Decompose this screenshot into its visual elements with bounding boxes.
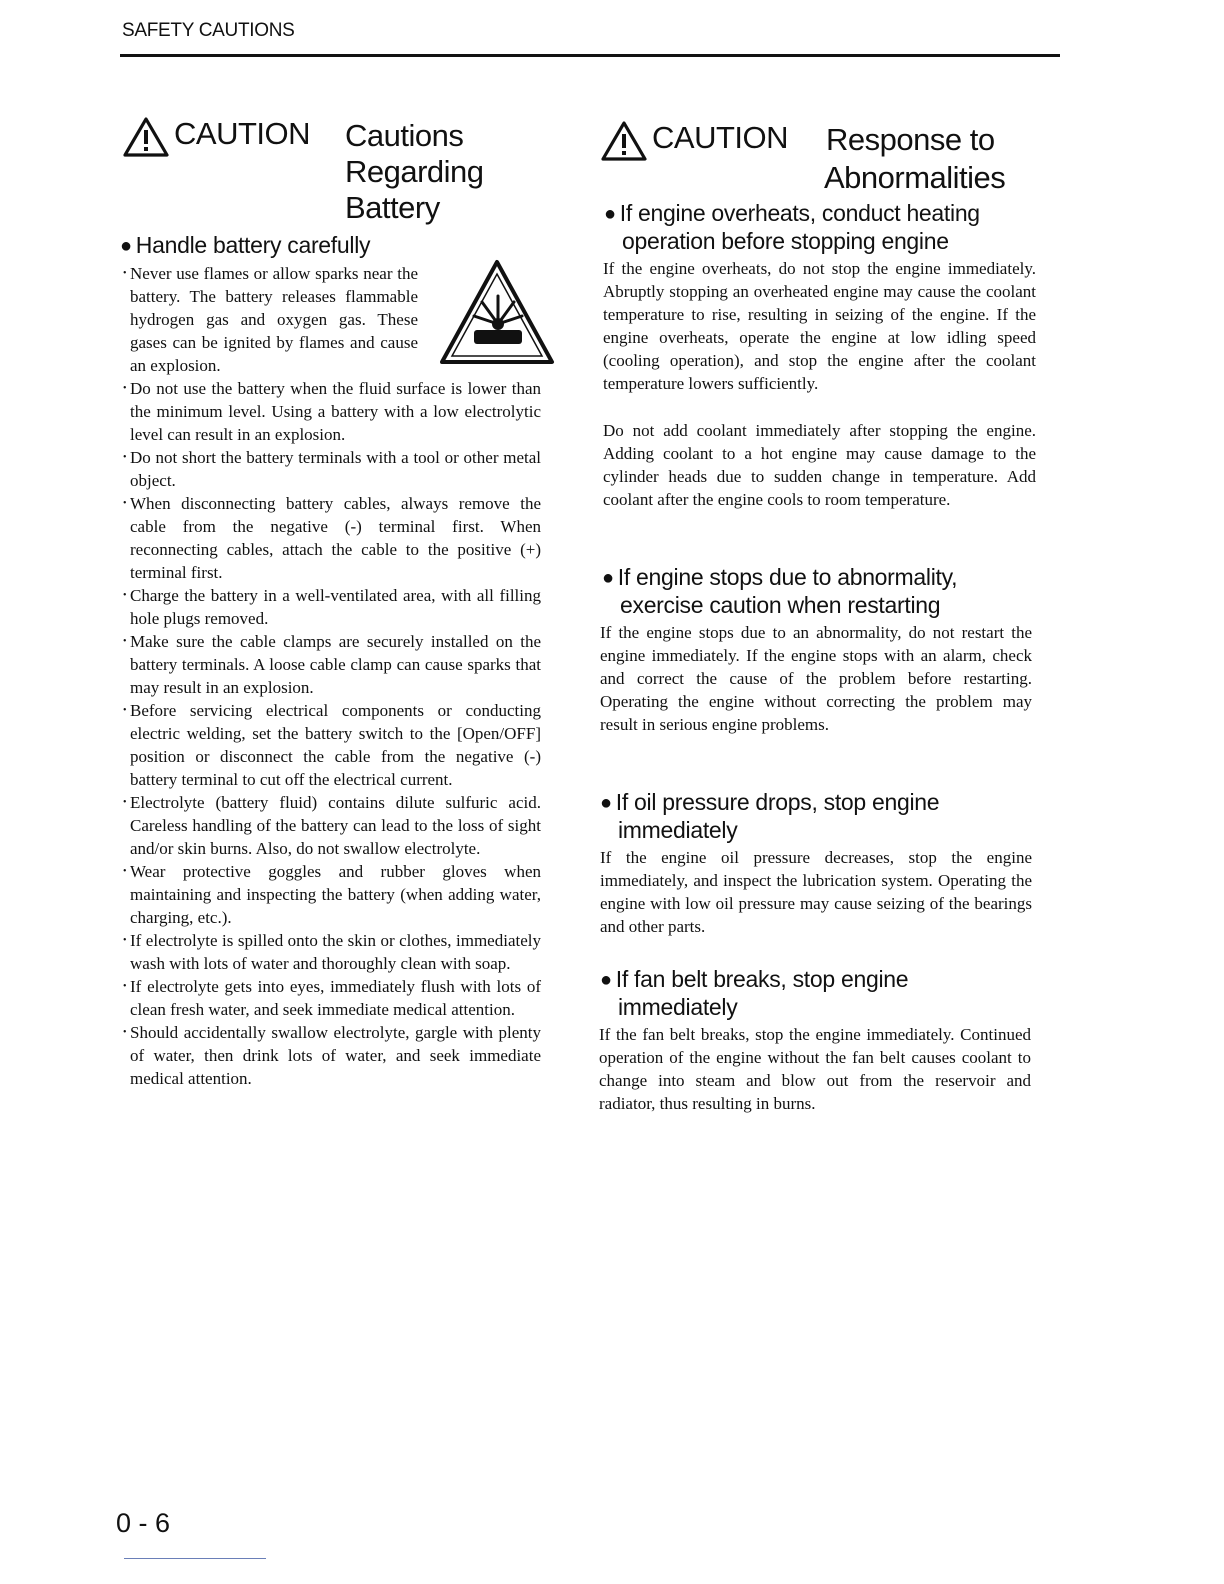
bullet-icon: ●: [602, 567, 614, 589]
warning-triangle-icon: [122, 116, 170, 158]
left-caution-label: [122, 116, 310, 158]
right-caution-word: CAUTION: [652, 120, 788, 155]
page-number: 0 - 6: [116, 1508, 171, 1538]
bullet-icon: ●: [604, 203, 616, 225]
list-item: • If electrolyte gets into eyes, immediately flush with lots of clean fresh water, and seek immediate medical attention.: [123, 975, 541, 1021]
right-title-line1: Response to: [826, 122, 995, 157]
left-section-title: Cautions Regarding Battery: [345, 118, 484, 225]
engine-stops-paragraph: If the engine stops due to an abnormality, do not restart the engine immediately. If the engine stops with an alarm, check and correct the cause of the problem before restarting. Operating the engine without correcting the problem may result in serious engine problems.: [600, 623, 1032, 734]
list-item: • If electrolyte is spilled onto the skin or clothes, immediately wash with lots of water and thoroughly clean with soap.: [123, 929, 541, 975]
battery-caution-list: [123, 262, 541, 1090]
page-header-title: SAFETY CAUTIONS: [122, 20, 295, 41]
left-subheading-text: Handle battery carefully: [135, 232, 371, 258]
oil-pressure-paragraph: If the engine oil pressure decreases, stop the engine immediately, and inspect the lubrication system. Operating the engine with low oil pressure may cause seizing of the bearings and other parts.: [600, 848, 1032, 936]
list-item: • Before servicing electrical components or conducting electric welding, set the battery switch to the [Open/OFF] position or disconnect the cable from the negative (-) battery terminal to cut off the electrical current.: [123, 699, 541, 791]
overheat-paragraph-1: If the engine overheats, do not stop the engine immediately. Abruptly stopping an overheated engine may cause the coolant temperature to rise, resulting in seizing of the engine. If the engine overheats, operate the engine at low idling speed (cooling operation), and stop the engine after the coolant temperature lowers sufficiently.: [603, 259, 1036, 393]
list-item: • Make sure the cable clamps are securely installed on the battery terminals. A loose cable clamp can cause sparks that may result in an explosion.: [123, 630, 541, 699]
list-item: • Charge the battery in a well-ventilated area, with all filling hole plugs removed.: [123, 584, 541, 630]
left-caution-word: CAUTION: [174, 116, 310, 151]
warning-triangle-icon: [600, 120, 648, 162]
right-title-line2: Abnormalities: [824, 160, 1006, 195]
list-item: • Wear protective goggles and rubber gloves when maintaining and inspecting the battery (when adding water, charging, etc.).: [123, 860, 541, 929]
list-item: • Do not short the battery terminals with a tool or other metal object.: [123, 446, 541, 492]
list-item: • Never use flames or allow sparks near the battery. The battery releases flammable hydrogen gas and oxygen gas. These gases can be ignited by flames and cause an explosion.: [123, 262, 418, 377]
list-item: • Electrolyte (battery fluid) contains dilute sulfuric acid. Careless handling of the battery can lead to the loss of sight and/or skin burns. Also, do not swallow electrolyte.: [123, 791, 541, 860]
list-item: • Should accidentally swallow electrolyte, gargle with plenty of water, then drink lots of water, and seek immediate medical attention.: [123, 1021, 541, 1090]
fan-belt-paragraph: If the fan belt breaks, stop the engine immediately. Continued operation of the engine without the fan belt causes coolant to change into steam and blow out from the reservoir and radiator, thus resulting in burns.: [599, 1025, 1031, 1113]
right-caution-label: [600, 120, 788, 162]
list-item: • When disconnecting battery cables, always remove the cable from the negative (-) terminal first. When reconnecting cables, attach the cable to the positive (+) terminal first.: [123, 492, 541, 584]
left-subheading: [120, 232, 370, 260]
overheat-paragraph-2: Do not add coolant immediately after stopping the engine. Adding coolant to a hot engine may cause damage to the cylinder heads due to sudden change in temperature. Add coolant after the engine cools to room temperature.: [603, 421, 1036, 509]
section-heading-oil-pressure: ● If oil pressure drops, stop engine immediately: [600, 789, 940, 843]
header-divider: [120, 54, 1060, 57]
section-heading-fan-belt: ● If fan belt breaks, stop engine immediately: [600, 966, 909, 1020]
bullet-icon: ●: [600, 969, 612, 991]
list-item: • Do not use the battery when the fluid surface is lower than the minimum level. Using a battery with a low electrolytic level can result in an explosion.: [123, 377, 541, 446]
footer-divider: [124, 1558, 266, 1559]
section-heading-engine-stops: ● If engine stops due to abnormality, exercise caution when restarting: [602, 564, 958, 618]
bullet-icon: ●: [120, 235, 132, 257]
section-heading-overheat: ● If engine overheats, conduct heating operation before stopping engine: [604, 200, 980, 254]
bullet-icon: ●: [600, 792, 612, 814]
